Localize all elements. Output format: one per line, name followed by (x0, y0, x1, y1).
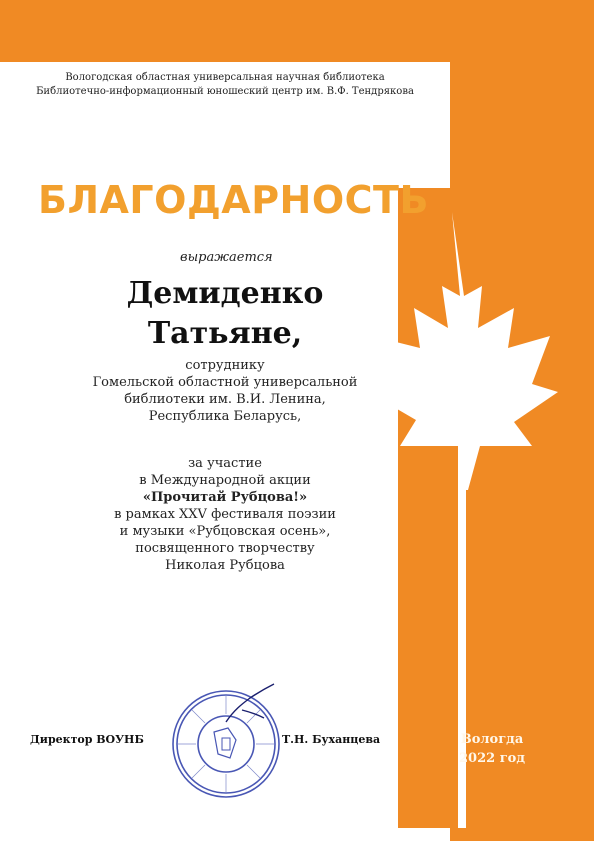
reason-line: Николая Рубцова (165, 558, 285, 573)
year: 2022 год (458, 751, 525, 766)
reason-line: в Международной акции (139, 473, 311, 488)
reason-line: за участие (188, 456, 262, 471)
affiliation-line: библиотеки им. В.И. Ленина, (124, 392, 326, 407)
reason-line: в рамках XXV фестиваля поэзии (114, 507, 336, 522)
signer-position: Директор ВОУНБ (30, 733, 144, 746)
reason-block (60, 455, 390, 574)
recipient-firstname: Татьяне, (147, 316, 303, 351)
place-date (452, 730, 532, 768)
certificate-title: БЛАГОДАРНОСТЬ (38, 178, 429, 222)
recipient-surname: Демиденко (126, 276, 324, 311)
action-name: «Прочитай Рубцова!» (142, 490, 308, 505)
affiliation-block (60, 357, 390, 425)
reason-line: посвященного творчеству (135, 541, 315, 556)
header-line1: Вологодская областная универсальная научная библиотека (65, 72, 385, 83)
city: Вологда (460, 732, 524, 747)
signer-name: Т.Н. Буханцева (282, 733, 381, 746)
expressed-label: выражается (180, 250, 273, 265)
affiliation-line: Республика Беларусь, (148, 409, 302, 424)
reason-line: и музыки «Рубцовская осень», (119, 524, 331, 539)
header-line2: Библиотечно-информационный юношеский центр им. В.Ф. Тендрякова (36, 86, 414, 97)
affiliation-line: сотруднику (185, 358, 265, 373)
affiliation-line: Гомельской областной универсальной (92, 375, 358, 390)
signature-icon (220, 680, 280, 730)
